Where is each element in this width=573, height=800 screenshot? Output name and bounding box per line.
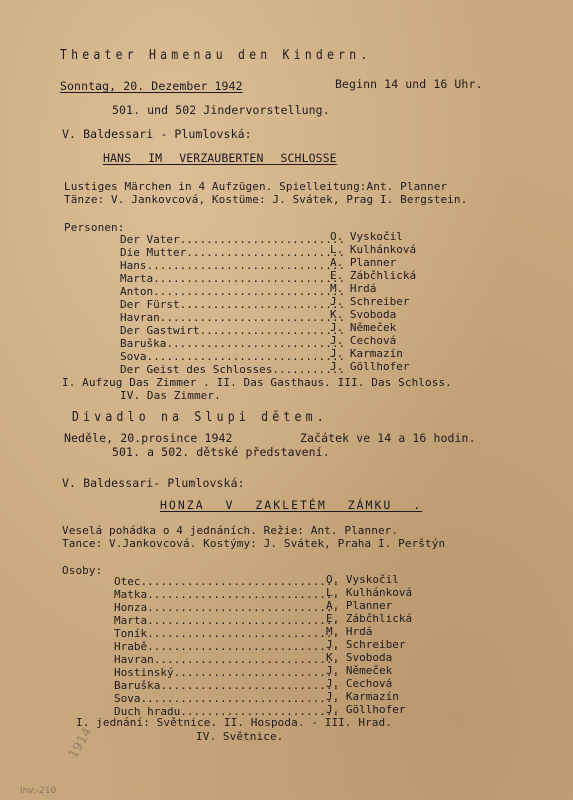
german-cast-heading: Personen: [64,221,125,234]
german-genre-line: Lustiges Märchen in 4 Aufzügen. Spielleitung:Ant. Planner [64,180,448,193]
cast-actor: J. Göllhofer [330,360,410,373]
german-acts-line-1: I. Aufzug Das Zimmer . II. Das Gasthaus. III. Das Schloss. [62,376,452,389]
cast-role: Matka............................. [114,588,340,601]
german-performance-line: 501. und 502 Jindervorstellung. [112,103,330,117]
czech-header: Divadlo na Slupi dětem. [72,408,328,425]
cast-actor: J. Karmazín [326,690,399,703]
cast-actor: E. Zábčhlická [326,612,413,625]
cast-role: Marta............................. [114,614,340,627]
czech-time-line: Začátek ve 14 a 16 hodin. [300,431,476,445]
czech-genre-line: Veselá pohádka o 4 jednáních. Režie: Ant. Planner. [62,524,399,537]
cast-role: Hans.............................. [120,259,346,272]
cast-actor: K. Svoboda [330,308,397,321]
cast-role: Sova.............................. [114,692,340,705]
czech-cast-heading: Osoby: [62,564,103,577]
cast-role: Sova.............................. [120,350,346,363]
cast-actor: O. Vyskočil [326,573,399,586]
cast-role: Duch hradu........................ [114,705,340,718]
cast-actor: J. Němeček [330,321,397,334]
czech-author: V. Baldessari- Plumlovská: [62,476,245,490]
german-acts-line-2: IV. Das Zimmer. [120,389,221,402]
cast-role: Der Gastwirt...................... [120,324,346,337]
cast-actor: J. Schreiber [326,638,406,651]
cast-actor: J. Karmazín [330,347,403,360]
cast-actor: M. Hrdá [330,282,377,295]
czech-play-title: HONZA V ZAKLETÉM ZÁMKU . [160,498,423,512]
cast-role: Baruška........................... [114,679,340,692]
german-dance-line: Tänze: V. Jankovcová, Kostüme: J. Svátek, Prag I. Bergstein. [64,193,468,206]
cast-role: Die Mutter........................ [120,246,346,259]
cast-actor: K. Svoboda [326,651,393,664]
czech-acts-line-2: IV. Světnice. [196,730,284,743]
german-play-title: HANS IM VERZAUBERTEN SCHLOSSE [103,151,337,165]
cast-actor: A. Planner [326,599,393,612]
pencil-note: 1914 [66,725,96,762]
cast-role: Toník............................. [114,627,340,640]
cast-actor: L. Kulhánková [330,243,417,256]
cast-actor: J. Cechová [326,677,393,690]
cast-role: Havran............................ [120,311,346,324]
cast-role: Baruška........................... [120,337,346,350]
cast-role: Honza............................. [114,601,340,614]
czech-dance-line: Tance: V.Jankovcová. Kostýmy: J. Svátek, Praha I. Perštýn [62,537,446,550]
cast-actor: M. Hrdá [326,625,373,638]
cast-role: Der Geist des Schlosses........... [120,363,346,376]
czech-performance-line: 501. a 502. dětské představení. [112,445,330,459]
cast-role: Otec.............................. [114,575,340,588]
cast-actor: J. Schreiber [330,295,410,308]
cast-actor: J. Němeček [326,664,393,677]
cast-role: Havran............................ [114,653,340,666]
corner-inventory-note: Inv.-210 [20,786,57,796]
cast-role: Hrabě............................. [114,640,340,653]
cast-actor: J. Cechová [330,334,397,347]
cast-role: Hostinský......................... [114,666,340,679]
german-header: Theater Hamenau den Kindern. [60,46,372,63]
cast-actor: L. Kulhánková [326,586,413,599]
german-date-line: Sonntag, 20. Dezember 1942 [60,79,243,93]
cast-role: Anton............................. [120,285,346,298]
cast-role: Der Fürst......................... [120,298,346,311]
german-time-line: Beginn 14 und 16 Uhr. [335,77,483,91]
cast-actor: J. Göllhofer [326,703,406,716]
cast-role: Der Vater......................... [120,233,346,246]
czech-date-line: Neděle, 20.prosince 1942 [64,431,233,445]
cast-actor: O. Vyskočil [330,230,403,243]
cast-actor: E. Zábčhlická [330,269,417,282]
czech-acts-line-1: I. jednání: Světnice. II. Hospoda. - III. Hrad. [76,716,392,729]
german-author: V. Baldessari - Plumlovská: [62,127,252,141]
cast-role: Marta............................. [120,272,346,285]
cast-actor: A. Planner [330,256,397,269]
